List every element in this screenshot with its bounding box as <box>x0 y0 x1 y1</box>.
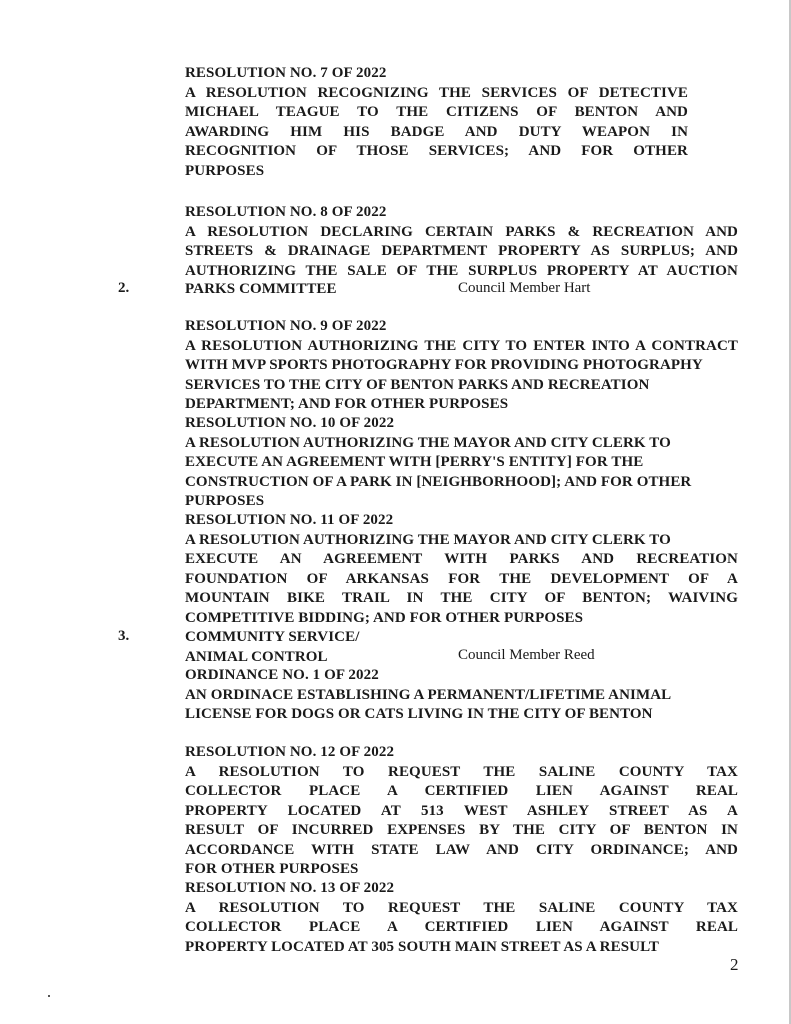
item-number: 2. <box>118 280 130 296</box>
ordinance-line: AN ORDINACE ESTABLISHING A PERMANENT/LIFETIME ANIMAL <box>185 686 672 703</box>
resolution-heading: RESOLUTION NO. 8 OF 2022 <box>185 204 387 220</box>
resolution-line: A RESOLUTION AUTHORIZING THE CITY TO ENTER INTO A CONTRACT <box>185 337 738 354</box>
resolution-line: WITH MVP SPORTS PHOTOGRAPHY FOR PROVIDING PHOTOGRAPHY <box>185 357 703 373</box>
resolution-line: PROPERTY LOCATED AT 305 SOUTH MAIN STREET AS A RESULT <box>185 938 659 955</box>
resolution-line: CONSTRUCTION OF A PARK IN [NEIGHBORHOOD]; AND FOR OTHER <box>185 473 692 490</box>
resolution-heading: RESOLUTION NO. 11 OF 2022 <box>185 512 394 528</box>
resolution-line: SERVICES TO THE CITY OF BENTON PARKS AND RECREATION <box>185 376 650 393</box>
resolution-line: COLLECTOR PLACE A CERTIFIED LIEN AGAINST REAL <box>185 783 738 799</box>
resolution-line: PURPOSES <box>185 162 265 179</box>
resolution-line: COMPETITIVE BIDDING; AND FOR OTHER PURPOSES <box>185 609 584 626</box>
resolution-line: FOR OTHER PURPOSES <box>185 861 359 877</box>
page-number: 2 <box>730 955 739 974</box>
council-member: Council Member Reed <box>458 647 595 663</box>
council-member: Council Member Hart <box>458 280 591 296</box>
committee-title-line: ANIMAL CONTROL <box>185 648 328 665</box>
scan-speck <box>48 995 50 997</box>
resolution-line: PROPERTY LOCATED AT 513 WEST ASHLEY STREET AS A <box>185 802 738 819</box>
resolution-line: A RESOLUTION RECOGNIZING THE SERVICES OF DETECTIVE <box>185 84 688 101</box>
resolution-line: COLLECTOR PLACE A CERTIFIED LIEN AGAINST REAL <box>185 919 738 935</box>
resolution-line: A RESOLUTION AUTHORIZING THE MAYOR AND CITY CLERK TO <box>185 531 671 548</box>
resolution-9 <box>185 317 738 415</box>
resolution-line: A RESOLUTION TO REQUEST THE SALINE COUNTY TAX <box>185 763 738 780</box>
resolution-line: MOUNTAIN BIKE TRAIL IN THE CITY OF BENTON; WAIVING <box>185 590 738 606</box>
resolution-heading: RESOLUTION NO. 7 OF 2022 <box>185 65 387 81</box>
ordinance-1 <box>185 666 738 725</box>
resolution-line: AWARDING HIM HIS BADGE AND DUTY WEAPON IN <box>185 123 688 140</box>
resolution-13 <box>185 879 738 957</box>
committee-title: PARKS COMMITTEE <box>185 281 337 297</box>
resolution-8 <box>185 203 738 281</box>
resolution-heading: RESOLUTION NO. 12 OF 2022 <box>185 744 395 760</box>
resolution-line: STREETS & DRAINAGE DEPARTMENT PROPERTY AS SURPLUS; AND <box>185 243 738 259</box>
resolution-line: A RESOLUTION AUTHORIZING THE MAYOR AND CITY CLERK TO <box>185 434 671 451</box>
resolution-line: A RESOLUTION TO REQUEST THE SALINE COUNTY TAX <box>185 899 738 916</box>
item-number: 3. <box>118 628 130 644</box>
resolution-11 <box>185 511 738 628</box>
ordinance-heading: ORDINANCE NO. 1 OF 2022 <box>185 667 379 683</box>
resolution-line: MICHAEL TEAGUE TO THE CITIZENS OF BENTON AND <box>185 104 688 120</box>
resolution-line: RESULT OF INCURRED EXPENSES BY THE CITY OF BENTON IN <box>185 822 738 838</box>
resolution-12 <box>185 743 738 880</box>
resolution-heading: RESOLUTION NO. 9 OF 2022 <box>185 318 387 334</box>
resolution-line: FOUNDATION OF ARKANSAS FOR THE DEVELOPMENT OF A <box>185 570 738 587</box>
resolution-10 <box>185 414 738 512</box>
resolution-heading: RESOLUTION NO. 10 OF 2022 <box>185 415 395 431</box>
ordinance-line: LICENSE FOR DOGS OR CATS LIVING IN THE CITY OF BENTON <box>185 706 653 722</box>
resolution-heading: RESOLUTION NO. 13 OF 2022 <box>185 880 395 896</box>
resolution-line: A RESOLUTION DECLARING CERTAIN PARKS & RECREATION AND <box>185 223 738 240</box>
resolution-line: DEPARTMENT; AND FOR OTHER PURPOSES <box>185 396 509 412</box>
resolution-line: AUTHORIZING THE SALE OF THE SURPLUS PROPERTY AT AUCTION <box>185 262 738 279</box>
resolution-7 <box>185 64 688 181</box>
resolution-line: PURPOSES <box>185 493 265 509</box>
resolution-line: ACCORDANCE WITH STATE LAW AND CITY ORDINANCE; AND <box>185 841 738 858</box>
committee-title-line: COMMUNITY SERVICE/ <box>185 629 360 645</box>
resolution-line: EXECUTE AN AGREEMENT WITH PARKS AND RECREATION <box>185 551 738 567</box>
resolution-line: EXECUTE AN AGREEMENT WITH [PERRY'S ENTITY] FOR THE <box>185 454 644 470</box>
resolution-line: RECOGNITION OF THOSE SERVICES; AND FOR OTHER <box>185 143 688 159</box>
committee-title <box>185 628 359 667</box>
